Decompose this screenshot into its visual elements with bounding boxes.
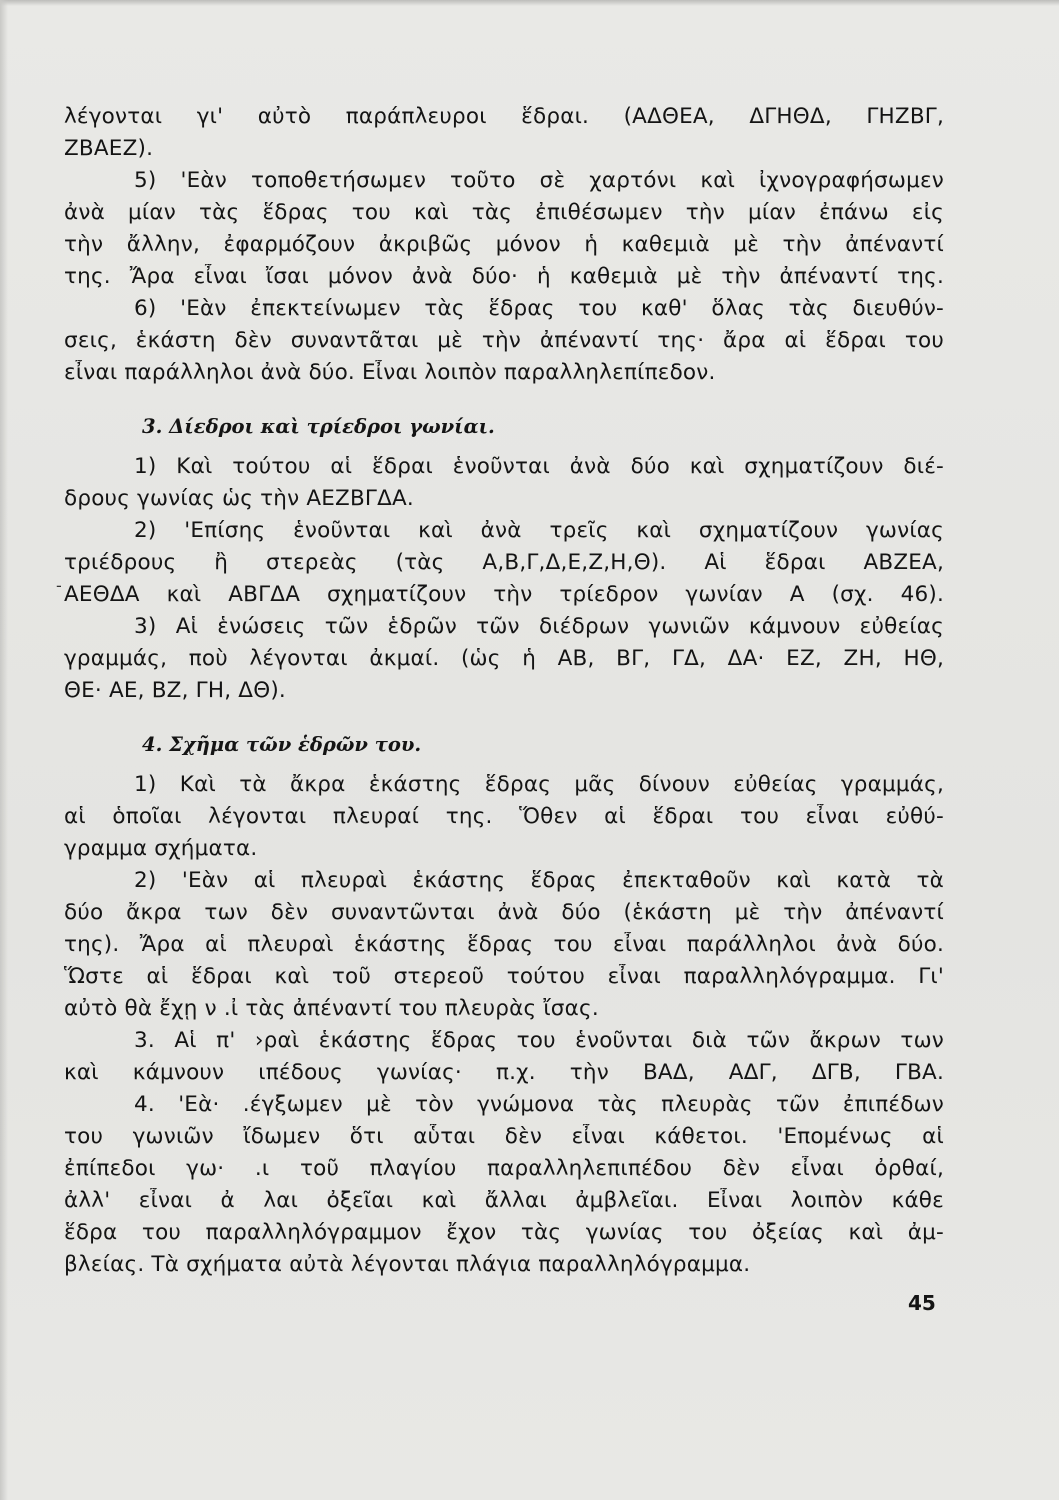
text-line: γραμμα σχήματα. [64,836,258,861]
text-line: 1) Καὶ τούτου αἱ ἕδραι ἑνοῦνται ἀνὰ δύο καὶ σχηματίζουν διέ- [134,454,944,479]
text-line: Ὥστε αἱ ἕδραι καὶ τοῦ στερεοῦ τούτου εἶναι παραλληλόγραμμα. Γι' [64,964,944,989]
text-line: 2) 'Επίσης ἑνοῦνται καὶ ἀνὰ τρεῖς καὶ σχηματίζουν γωνίας [134,518,944,543]
text-line: αἱ ὁποῖαι λέγονται πλευραί της. Ὅθεν αἱ ἕδραι του εἶναι εὐθύ- [64,804,944,829]
text-line: ἀνὰ μίαν τὰς ἕδρας του καὶ τὰς ἐπιθέσωμεν τὴν μίαν ἐπάνω εἰς [64,200,944,225]
text-line: 3) Αἱ ἑνώσεις τῶν ἑδρῶν τῶν διέδρων γωνιῶν κάμνουν εὐθείας [134,614,944,639]
text-line: της). Ἄρα αἱ πλευραὶ ἑκάστης ἕδρας του εἶναι παράλληλοι ἀνὰ δύο. [64,932,944,957]
text-line: καὶ κάμνουν ιπέδους γωνίας· π.χ. τὴν ΒΑΔ, ΑΔΓ, ΔΓΒ, ΓΒΑ. [64,1060,944,1085]
text-line: ἐπίπεδοι γω· .ι τοῦ πλαγίου παραλληλεπιπέδου δὲν εἶναι ὀρθαί, [64,1156,944,1181]
text-line: αὐτὸ θὰ ἔχῃ ν .ἰ τὰς ἀπέναντί του πλευρὰς ἴσας. [64,996,599,1021]
text-line: τριέδρους ἢ στερεὰς (τὰς Α,Β,Γ,Δ,Ε,Ζ,Η,Θ). Αἱ ἕδραι ΑΒΖΕΑ, [64,550,944,575]
text-line: ἀλλ' εἶναι ἀ λαι ὀξεῖαι καὶ ἄλλαι ἀμβλεῖαι. Εἶναι λοιπὸν κάθε [64,1188,944,1213]
text-line: 5) 'Εὰν τοποθετήσωμεν τοῦτο σὲ χαρτόνι καὶ ἰχνογραφήσωμεν [134,168,944,193]
text-line: 6) 'Εὰν ἐπεκτείνωμεν τὰς ἕδρας του καθ' ὅλας τὰς διευθύν- [134,296,944,321]
text-line: δύο ἄκρα των δὲν συναντῶνται ἀνὰ δύο (ἑκάστη μὲ τὴν ἀπέναντί [64,900,944,925]
text-line: του γωνιῶν ἴδωμεν ὅτι αὗται δὲν εἶναι κάθετοι. 'Επομένως αἱ [64,1124,944,1149]
text-line: ΖΒΑΕΖ). [64,136,154,161]
page-text [64,104,944,1284]
text-line: 4. 'Εὰ· .έγξωμεν μὲ τὸν γνώμονα τὰς πλευρὰς τῶν ἐπιπέδων [134,1092,944,1117]
text-line: λέγονται γι' αὐτὸ παράπλευροι ἕδραι. (ΑΔΘΕΑ, ΔΓΗΘΔ, ΓΗΖΒΓ, [64,104,944,129]
text-line: ἕδρα του παραλληλόγραμμον ἔχον τὰς γωνίας του ὀξείας καὶ ἀμ- [64,1220,944,1245]
section-heading: 4. Σχῆμα τῶν ἑδρῶν του. [142,733,422,756]
text-line: δρους γωνίας ὡς τὴν ΑΕΖΒΓΔΑ. [64,486,414,511]
text-line: σεις, ἑκάστη δὲν συναντᾶται μὲ τὴν ἀπέναντί της· ἄρα αἱ ἕδραι του [64,328,944,353]
margin-mark: - [56,576,62,595]
text-line: εἶναι παράλληλοι ἀνὰ δύο. Εἶναι λοιπὸν παραλληλεπίπεδον. [64,360,716,385]
text-line: γραμμάς, ποὺ λέγονται ἀκμαί. (ὡς ἡ ΑΒ, ΒΓ, ΓΔ, ΔΑ· ΕΖ, ΖΗ, ΗΘ, [64,646,944,671]
text-line: της. Ἄρα εἶναι ἴσαι μόνον ἀνὰ δύο· ἡ καθεμιὰ μὲ τὴν ἀπέναντί της. [64,264,944,289]
text-line: 1) Καὶ τὰ ἄκρα ἑκάστης ἕδρας μᾶς δίνουν εὐθείας γραμμάς, [134,772,944,797]
text-line: ΘΕ· ΑΕ, ΒΖ, ΓΗ, ΔΘ). [64,678,286,703]
page-left-edge [0,0,8,1500]
page-top-edge [0,0,1059,6]
text-line: 3. Αἱ π' ›ραὶ ἑκάστης ἕδρας του ἑνοῦνται διὰ τῶν ἄκρων των [134,1028,944,1053]
text-line: ΑΕΘΔΑ καὶ ΑΒΓΔΑ σχηματίζουν τὴν τρίεδρον γωνίαν Α (σχ. 46). [64,582,944,607]
text-line: 2) 'Εὰν αἱ πλευραὶ ἑκάστης ἕδρας ἐπεκταθοῦν καὶ κατὰ τὰ [134,868,944,893]
page-number: 45 [908,1291,936,1315]
section-heading: 3. Δίεδροι καὶ τρίεδροι γωνίαι. [142,415,495,438]
text-line: τὴν ἄλλην, ἐφαρμόζουν ἀκριβῶς μόνον ἡ καθεμιὰ μὲ τὴν ἀπέναντί [64,232,944,257]
text-line: βλείας. Τὰ σχήματα αὐτὰ λέγονται πλάγια παραλληλόγραμμα. [64,1252,751,1277]
